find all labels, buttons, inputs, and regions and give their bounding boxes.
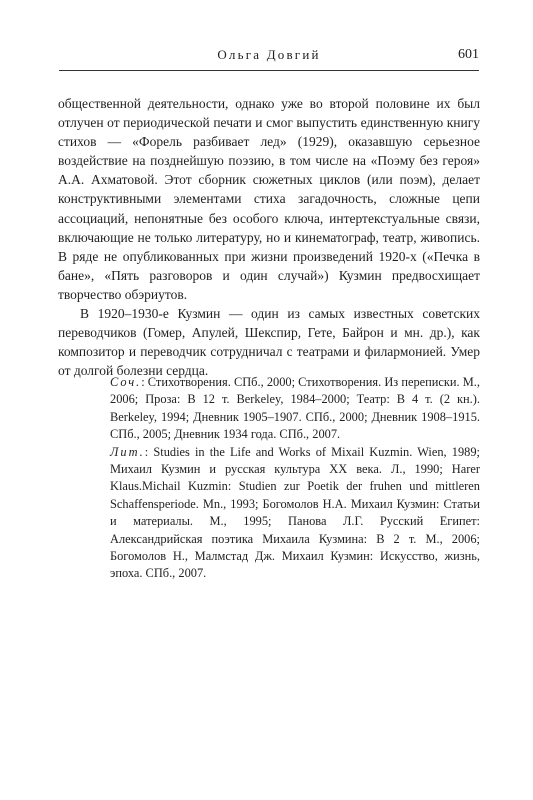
page-number: 601 — [458, 47, 479, 62]
works-label: Соч. — [110, 375, 142, 389]
literature-list: : Studies in the Life and Works of Mixail Kuzmin. Wien, 1989; Михаил Кузмин и русская культура XX века. Л., 1990; Harer Klaus.Michail Kuzmin: Studien zur Poetik der fruhen und mittleren Schaffensperiode. Mn., 1993; Богомолов Н.А. Михаил Кузмин: Статьи и материалы. М., 1995; Панова Л.Г. Русский Египет: Александрийская поэтика Михаила Кузмина: В 2 т. М., 2006; Богомолов Н., Малмстад Дж. Михаил Кузмин: Искусство, жизнь, эпоха. СПб., 2007. — [110, 444, 480, 581]
body-paragraph-1: общественной деятельности, однако уже во второй половине их был отлучен от периодической печати и смог выпустить единственную книгу стихов — «Форель разбивает лед» (1929), оказавшую серьезное воздействие на позднейшую поэзию, в том числе на «Поэму без героя» А.А. Ахматовой. Этот сборник сюжетных циклов (или поэм), делает конструктивными элементами стиха загадочность, сложные цепи ассоциаций, непонятные без особого ключа, интертекстуальные связи, включающие не только литературу, но и кинематограф, театр, живопись. В ряде не опубликованных при жизни произведений 1920-х («Печка в бане», «Пять разговоров и один случай») Кузмин предвосхищает творчество обэриутов. — [58, 96, 480, 302]
main-text — [58, 94, 480, 380]
bibliography — [110, 374, 480, 583]
literature-entry — [110, 444, 480, 583]
running-header — [59, 46, 479, 71]
works-list: : Стихотворения. СПб., 2000; Стихотворения. Из переписки. М., 2006; Проза: В 12 т. Berkeley, 1984–2000; Театр: В 4 т. (2 кн.). Berkeley, 1994; Дневник 1905–1907. СПб., 2000; Дневник 1908–1915. СПб., 2005; Дневник 1934 года. СПб., 2007. — [110, 375, 480, 442]
body-paragraph-2: В 1920–1930-е Кузмин — один из самых известных советских переводчиков (Гомер, Апулей, Шекспир, Гете, Байрон и мн. др.), как композитор и переводчик сотрудничал с театрами и филармонией. Умер от долгой болезни сердца. — [58, 306, 480, 379]
header-author: Ольга Довгий — [217, 47, 321, 62]
literature-label: Лит. — [110, 444, 145, 459]
works-entry — [110, 374, 480, 444]
